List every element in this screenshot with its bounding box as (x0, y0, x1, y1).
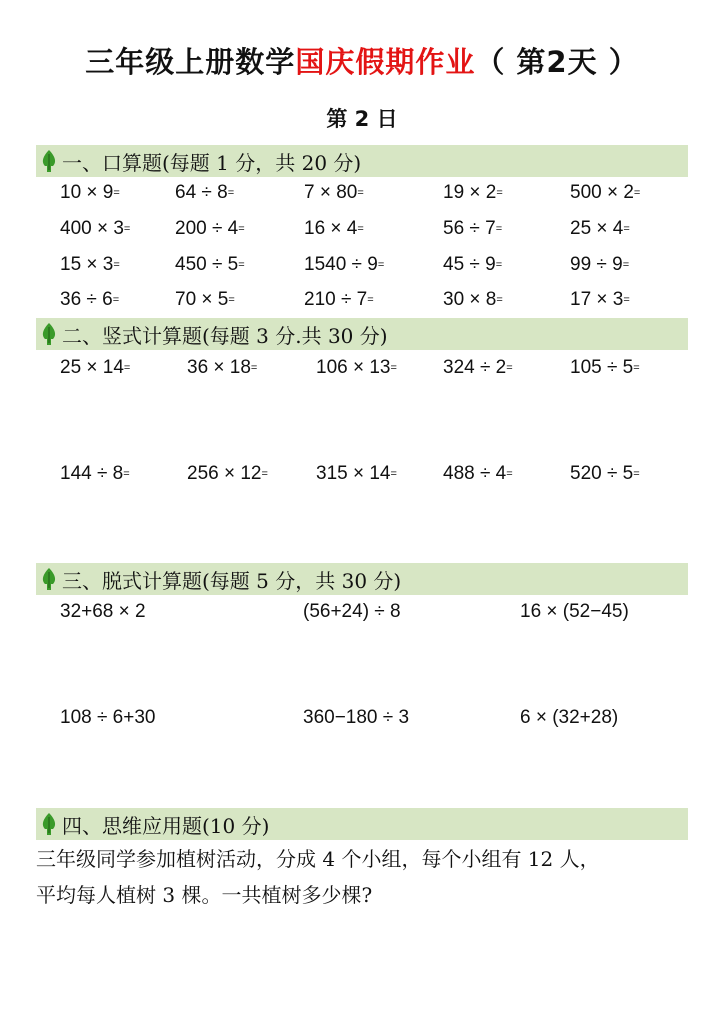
page-title (0, 40, 724, 81)
stepwise-problem: 16 × (52−45) (520, 601, 629, 622)
oral-problem: 400 × 3= (60, 218, 131, 239)
oral-problem: 1540 ÷ 9= (304, 254, 385, 275)
section-header-word (36, 808, 688, 840)
oral-problem: 210 ÷ 7= (304, 289, 374, 310)
tree-icon (38, 148, 60, 174)
oral-problem: 16 × 4= (304, 218, 364, 239)
oral-problem: 45 ÷ 9= (443, 254, 503, 275)
stepwise-problem: 360−180 ÷ 3 (303, 707, 410, 728)
oral-problem: 99 ÷ 9= (570, 254, 630, 275)
oral-problem: 56 ÷ 7= (443, 218, 503, 239)
title-tail: （ 第2天 ） (475, 45, 639, 79)
title-red: 国庆假期作业 (295, 45, 476, 79)
tree-icon (38, 321, 60, 347)
section-header-stepwise (36, 563, 688, 595)
word-problem (36, 841, 696, 913)
section-title: 一、口算题(每题 1 分，共 20 分) (62, 150, 362, 175)
stepwise-problem: 108 ÷ 6+30 (60, 707, 156, 728)
vertical-problem: 315 × 14= (316, 463, 397, 484)
oral-problem: 36 ÷ 6= (60, 289, 120, 310)
oral-problem: 70 × 5= (175, 289, 235, 310)
vertical-problem: 36 × 18= (187, 357, 258, 378)
tree-icon (38, 811, 60, 837)
vertical-problem: 105 ÷ 5= (570, 357, 640, 378)
oral-problem: 500 × 2= (570, 182, 641, 203)
word-problem-line: 三年级同学参加植树活动，分成 4 个小组，每个小组有 12 人， (36, 847, 600, 871)
vertical-problem: 25 × 14= (60, 357, 131, 378)
section-header-oral (36, 145, 688, 177)
title-black: 三年级上册数学 (85, 45, 296, 79)
vertical-problem: 520 ÷ 5= (570, 463, 640, 484)
vertical-problem: 106 × 13= (316, 357, 397, 378)
vertical-problem: 324 ÷ 2= (443, 357, 513, 378)
oral-problem: 64 ÷ 8= (175, 182, 235, 203)
oral-problem: 200 ÷ 4= (175, 218, 245, 239)
tree-icon (38, 566, 60, 592)
section-title: 三、脱式计算题(每题 5 分，共 30 分) (62, 568, 402, 593)
vertical-problem: 488 ÷ 4= (443, 463, 513, 484)
section-header-vertical (36, 318, 688, 350)
vertical-problem: 144 ÷ 8= (60, 463, 130, 484)
oral-problem: 25 × 4= (570, 218, 630, 239)
section-title: 二、竖式计算题(每题 3 分.共 30 分) (62, 323, 388, 348)
stepwise-problem: (56+24) ÷ 8 (303, 601, 401, 622)
word-problem-line: 平均每人植树 3 棵。一共植树多少棵? (36, 883, 373, 907)
oral-problem: 30 × 8= (443, 289, 503, 310)
vertical-problem: 256 × 12= (187, 463, 268, 484)
oral-problem: 19 × 2= (443, 182, 503, 203)
oral-problem: 17 × 3= (570, 289, 630, 310)
stepwise-problem: 6 × (32+28) (520, 707, 619, 728)
oral-problem: 450 ÷ 5= (175, 254, 245, 275)
oral-problem: 10 × 9= (60, 182, 120, 203)
oral-problem: 15 × 3= (60, 254, 120, 275)
section-title: 四、思维应用题(10 分) (62, 813, 270, 838)
stepwise-problem: 32+68 × 2 (60, 601, 146, 622)
oral-problem: 7 × 80= (304, 182, 364, 203)
day-label: 第 2 日 (326, 107, 398, 131)
